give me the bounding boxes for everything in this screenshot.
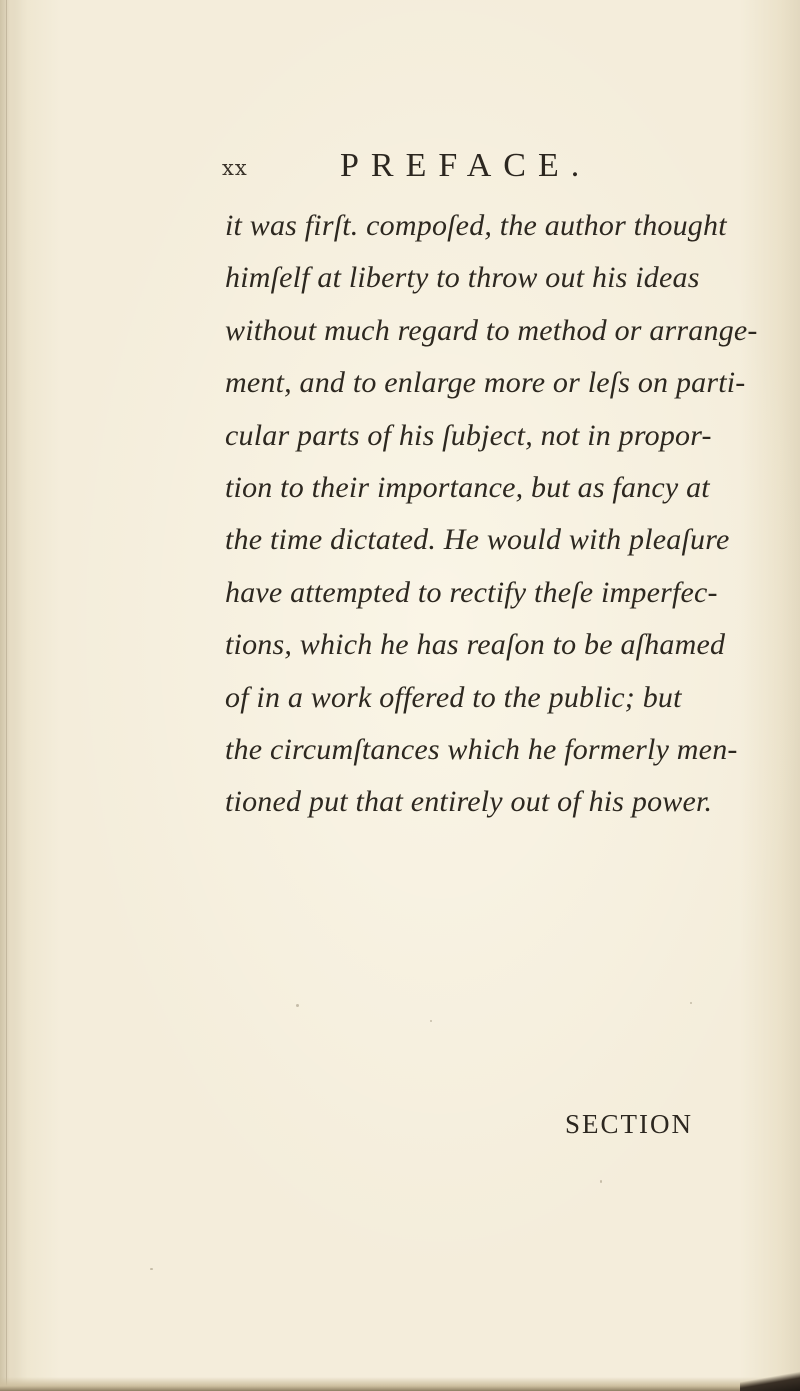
body-text xyxy=(225,200,765,829)
text-line: tioned put that entirely out of his power. xyxy=(225,785,713,819)
page-gutter xyxy=(0,0,22,1391)
text-line: without much regard to method or arrange- xyxy=(225,313,758,347)
text-line: it was firſt. compoſed, the author thought xyxy=(225,209,727,242)
text-line: ment, and to enlarge more or leſs on parti- xyxy=(225,366,746,400)
text-line: the circumſtances which he formerly men- xyxy=(225,733,738,767)
paper-speck xyxy=(296,1004,299,1007)
paper-speck xyxy=(600,1180,602,1183)
paper-speck xyxy=(690,1002,692,1004)
text-line: of in a work offered to the public; but xyxy=(225,680,682,714)
page-number: xx xyxy=(222,156,248,180)
gutter-line xyxy=(6,0,7,1391)
text-line: tions, which he has reaſon to be aſhamed xyxy=(225,628,726,662)
paper-speck xyxy=(430,1020,432,1022)
text-line: cular parts of his ſubject, not in propor- xyxy=(225,418,712,452)
text-line: tion to their importance, but as fancy at xyxy=(225,471,710,505)
text-line: himſelf at liberty to throw out his ideas xyxy=(225,261,700,295)
text-line: the time dictated. He would with pleaſure xyxy=(225,523,730,557)
page-header xyxy=(222,147,742,187)
paper-speck xyxy=(150,1268,153,1270)
text-line: have attempted to rectify theſe imperfec- xyxy=(225,575,718,609)
page-bottom-edge xyxy=(0,1377,800,1391)
running-head: PREFACE. xyxy=(340,147,592,184)
catchword: SECTION xyxy=(565,1109,693,1139)
page-corner-shadow xyxy=(740,1369,800,1391)
